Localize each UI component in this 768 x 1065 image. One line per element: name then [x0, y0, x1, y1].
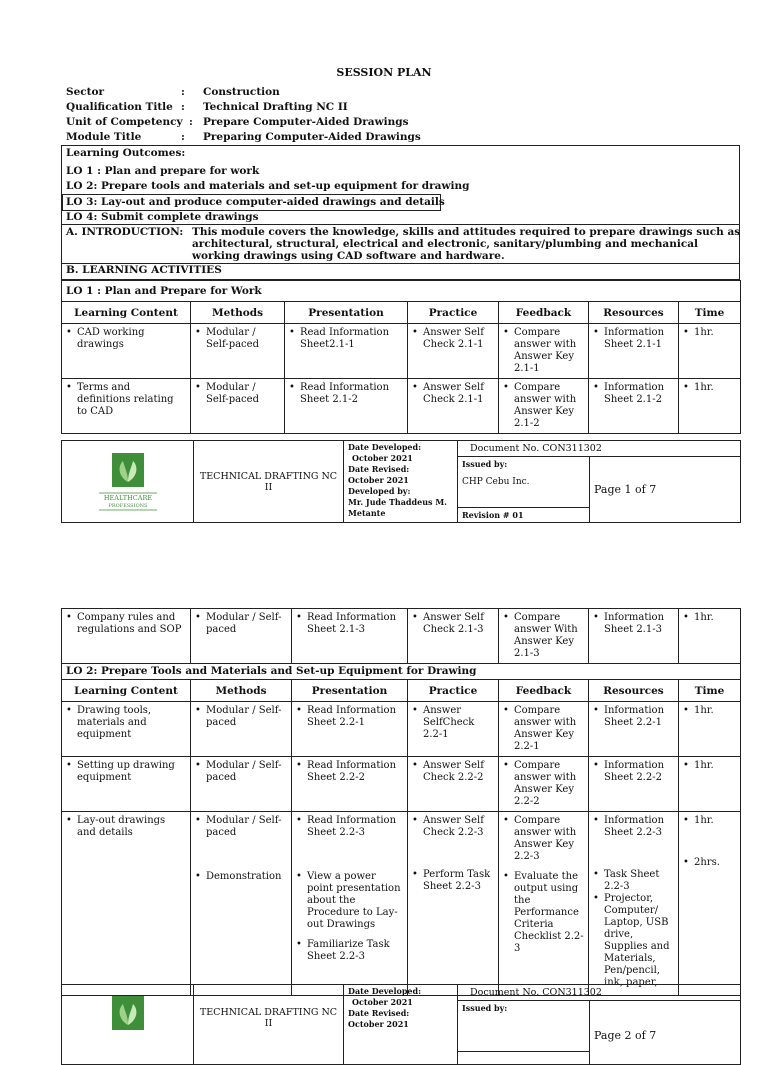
cell-resources: • Information Sheet 2.2-2: [593, 760, 674, 784]
document-title: SESSION PLAN: [336, 66, 432, 79]
date-revised: October 2021: [348, 1019, 409, 1029]
cell-feedback: • Compare answer With Answer Key 2.1-3: [503, 612, 584, 660]
date-revised: October 2021: [348, 475, 409, 485]
outcome-lo4: LO 4: Submit complete drawings: [66, 211, 259, 223]
cell-resources: • Projector, Computer/ Laptop, USB drive, Supplies and Materials, Pen/pencil, ink, paper,: [593, 893, 674, 989]
cell-time: • 2hrs.: [683, 857, 736, 869]
cell-feedback: • Compare answer with Answer Key 2.2-1: [503, 705, 584, 753]
meta-value-qualification: Technical Drafting NC II: [203, 101, 348, 113]
meta-colon: :: [181, 101, 185, 113]
cell-resources: • Information Sheet 2.1-1: [593, 327, 674, 351]
developer: Mr. Jude Thaddeus M. Metante: [348, 497, 447, 518]
cell-practice: • Answer Self Check 2.1-3: [412, 612, 494, 636]
meta-colon: :: [181, 86, 185, 98]
cell-practice: • Answer Self Check 2.1-1: [412, 327, 494, 351]
meta-label-unit: Unit of Competency: [66, 116, 183, 128]
footer-revision: [458, 1052, 590, 1065]
cell-content: • CAD working drawings: [66, 327, 186, 351]
intro-text: [192, 226, 740, 262]
cell-feedback: • Compare answer with Answer Key 2.2-3: [503, 815, 584, 863]
meta-colon: :: [189, 116, 193, 128]
table-row: [62, 324, 741, 379]
date-developed-label: Date Developed:: [348, 986, 422, 996]
cell-content: • Drawing tools, materials and equipment: [66, 705, 186, 741]
learning-outcomes-label: Learning Outcomes:: [66, 147, 186, 159]
footer-course: TECHNICAL DRAFTING NC II: [194, 441, 344, 523]
outcome-lo1: LO 1 : Plan and prepare for work: [66, 165, 260, 177]
intro-line: This module covers the knowledge, skills and attitudes required to prepare drawings such as: [192, 226, 741, 238]
cell-time: • 1hr.: [683, 612, 736, 624]
cell-method: • Modular / Self-paced: [195, 815, 287, 839]
col-learning-content: Learning Content: [62, 302, 191, 324]
meta-label-sector: Sector: [66, 86, 105, 98]
cell-feedback: • Compare answer with Answer Key 2.1-1: [503, 327, 584, 375]
col-feedback: Feedback: [499, 302, 589, 324]
footer-doc-no: Document No. CON311302: [458, 985, 741, 1001]
lo1-table: [61, 280, 741, 434]
date-developed: October 2021: [352, 453, 413, 463]
cell-method: • Modular / Self-paced: [195, 327, 280, 351]
col-methods: Methods: [191, 680, 292, 702]
healthcare-professions-logo: [97, 449, 159, 513]
col-resources: Resources: [589, 680, 679, 702]
cell-practice: • Answer Self Check 2.2-3: [412, 815, 494, 839]
cell-time: • 1hr.: [683, 327, 736, 339]
date-revised-label: Date Revised:: [348, 464, 410, 474]
col-presentation: Presentation: [292, 680, 408, 702]
cell-time: • 1hr.: [683, 760, 736, 772]
col-resources: Resources: [589, 302, 679, 324]
col-feedback: Feedback: [499, 680, 589, 702]
cell-presentation: • View a power point presentation about the Procedure to Lay-out Drawings: [296, 871, 403, 931]
table-row: [62, 812, 741, 996]
footer-course: TECHNICAL DRAFTING NC II: [194, 985, 344, 1065]
col-time: Time: [679, 680, 741, 702]
footer-dates: [344, 985, 458, 1065]
cell-resources: • Task Sheet 2.2-3: [593, 869, 674, 893]
outcome-lo3: LO 3: Lay-out and produce computer-aided drawings and details: [66, 196, 445, 208]
col-learning-content: Learning Content: [62, 680, 191, 702]
cell-method: • Modular / Self-paced: [195, 705, 287, 729]
page-number: Page 1 of 7: [590, 457, 741, 523]
activities-label: B. LEARNING ACTIVITIES: [66, 264, 222, 276]
intro-line: architectural, structural, electrical and electronic, sanitary/plumbing and mechanical: [192, 238, 699, 250]
lo2-heading: LO 2: Prepare Tools and Materials and Set-up Equipment for Drawing: [62, 664, 741, 680]
cell-resources: • Information Sheet 2.1-2: [593, 382, 674, 406]
cell-content: • Lay-out drawings and details: [66, 815, 186, 839]
developed-by-label: Developed by:: [348, 486, 411, 496]
cell-resources: • Information Sheet 2.1-3: [593, 612, 674, 636]
cell-practice: • Answer SelfCheck 2.2-1: [412, 705, 494, 741]
page-footer: [61, 440, 741, 523]
cell-practice: • Answer Self Check 2.2-2: [412, 760, 494, 784]
cell-presentation: • Read Information Sheet 2.2-2: [296, 760, 403, 784]
footer-revision: Revision # 01: [458, 508, 590, 523]
footer-dates: [344, 441, 458, 523]
cell-presentation: • Read Information Sheet 2.2-3: [296, 815, 403, 839]
meta-value-module: Preparing Computer-Aided Drawings: [203, 131, 421, 143]
cell-method: • Modular / Self-paced: [195, 612, 287, 636]
table-row: [62, 609, 741, 664]
cell-content: • Terms and definitions relating to CAD: [66, 382, 186, 418]
logo-text: HEALTHCARE: [103, 493, 152, 502]
cell-presentation: • Familiarize Task Sheet 2.2-3: [296, 939, 403, 963]
cell-presentation: • Read Information Sheet2.1-1: [289, 327, 403, 351]
col-methods: Methods: [191, 302, 285, 324]
col-practice: Practice: [408, 302, 499, 324]
outcome-lo2: LO 2: Prepare tools and materials and set-up equipment for drawing: [66, 180, 470, 192]
cell-practice: • Perform Task Sheet 2.2-3: [412, 869, 494, 893]
cell-presentation: • Read Information Sheet 2.1-3: [296, 612, 403, 636]
table-row: [62, 702, 741, 757]
meta-label-module: Module Title: [66, 131, 142, 143]
date-revised-label: Date Revised:: [348, 1008, 410, 1018]
cell-method: • Modular / Self-paced: [195, 382, 280, 406]
issuer: CHP Cebu Inc.: [462, 477, 530, 487]
footer-issued: [458, 457, 590, 508]
cell-feedback: • Evaluate the output using the Performance Criteria Checklist 2.2-3: [503, 871, 584, 955]
table-row: [62, 379, 741, 434]
footer-doc-no: Document No. CON311302: [458, 441, 741, 457]
logo-cell: [62, 985, 194, 1065]
logo-cell: [62, 441, 194, 523]
cell-resources: • Information Sheet 2.2-3: [593, 815, 674, 839]
logo-text: PROFESSIONS: [108, 502, 147, 509]
cell-presentation: • Read Information Sheet 2.2-1: [296, 705, 403, 729]
cell-content: • Setting up drawing equipment: [66, 760, 186, 784]
intro-label: A. INTRODUCTION:: [66, 226, 184, 238]
cell-presentation: • Read Information Sheet 2.1-2: [289, 382, 403, 406]
cell-resources: • Information Sheet 2.2-1: [593, 705, 674, 729]
page-number: Page 2 of 7: [590, 1001, 741, 1065]
footer-issued: [458, 1001, 590, 1052]
cell-time: • 1hr.: [683, 705, 736, 717]
cell-time: • 1hr.: [683, 382, 736, 394]
meta-label-qualification: Qualification Title: [66, 101, 173, 113]
date-developed: October 2021: [352, 997, 413, 1007]
col-time: Time: [679, 302, 741, 324]
cell-time: • 1hr.: [683, 815, 736, 827]
date-developed-label: Date Developed:: [348, 442, 422, 452]
lo2-table: [61, 608, 741, 996]
cell-practice: • Answer Self Check 2.1-1: [412, 382, 494, 406]
col-presentation: Presentation: [285, 302, 408, 324]
issued-by-label: Issued by:: [462, 459, 508, 469]
meta-value-unit: Prepare Computer-Aided Drawings: [203, 116, 409, 128]
intro-line: working drawings using CAD software and hardware.: [192, 250, 505, 262]
lo1-heading: LO 1 : Plan and Prepare for Work: [62, 281, 741, 302]
page-footer: [61, 984, 741, 1065]
table-row: [62, 757, 741, 812]
issued-by-label: Issued by:: [462, 1003, 508, 1013]
cell-content: • Company rules and regulations and SOP: [66, 612, 186, 636]
meta-value-sector: Construction: [203, 86, 280, 98]
cell-method: • Modular / Self-paced: [195, 760, 287, 784]
cell-method: • Demonstration: [195, 871, 287, 883]
cell-feedback: • Compare answer with Answer Key 2.2-2: [503, 760, 584, 808]
meta-colon: :: [181, 131, 185, 143]
divider: [61, 224, 740, 225]
col-practice: Practice: [408, 680, 499, 702]
cell-feedback: • Compare answer with Answer Key 2.1-2: [503, 382, 584, 430]
